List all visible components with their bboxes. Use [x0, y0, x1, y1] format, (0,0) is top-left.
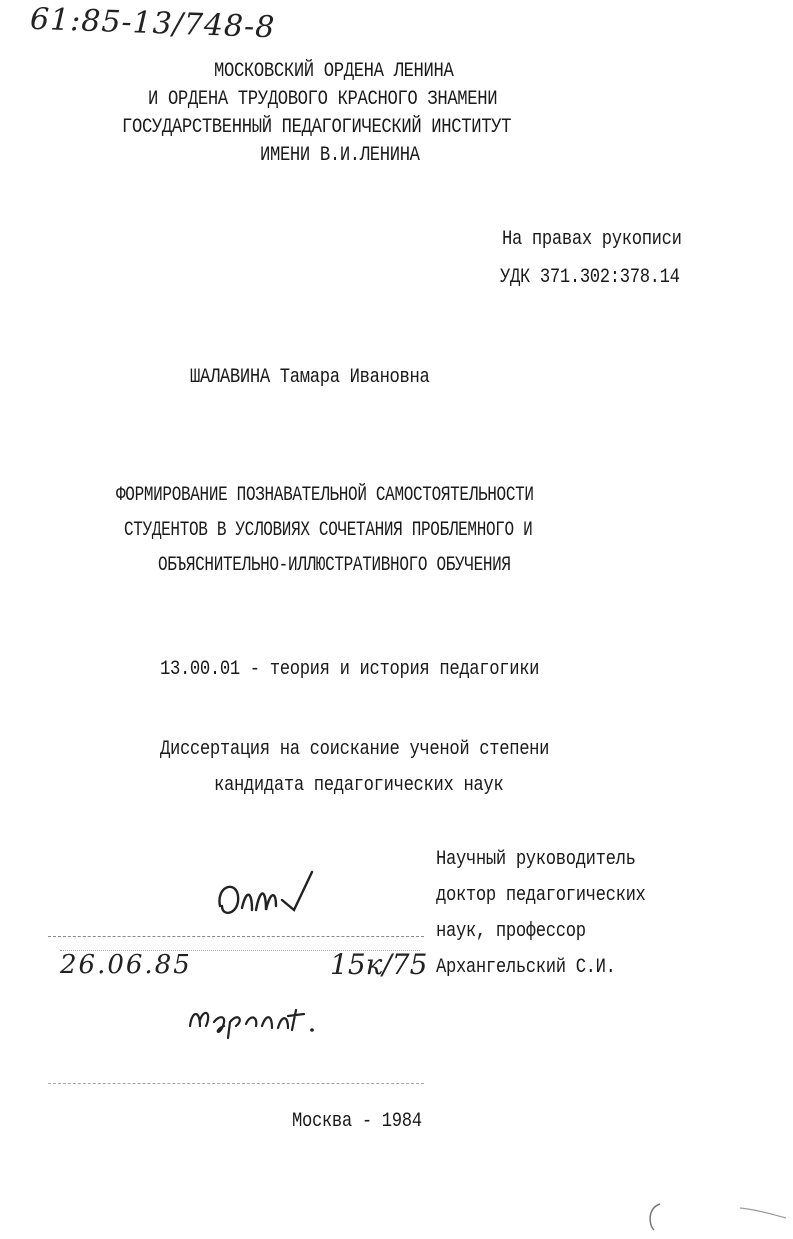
specialty-code: 13.00.01 - теория и история педагогики — [160, 658, 540, 681]
supervisor-line-1: Научный руководитель — [436, 848, 636, 871]
handwritten-note — [184, 996, 334, 1046]
institution-line-1: МОСКОВСКИЙ ОРДЕНА ЛЕНИНА — [214, 60, 454, 83]
scan-marks — [640, 1196, 790, 1236]
institution-line-3: ГОСУДАРСТВЕННЫЙ ПЕДАГОГИЧЕСКИЙ ИНСТИТУТ — [122, 116, 512, 139]
udc-code: УДК 371.302:378.14 — [500, 266, 680, 289]
institution-line-2: И ОРДЕНА ТРУДОВОГО КРАСНОГО ЗНАМЕНИ — [148, 88, 498, 111]
dissertation-title-line-3: ОБЪЯСНИТЕЛЬНО-ИЛЛЮСТРАТИВНОГО ОБУЧЕНИЯ — [158, 554, 511, 577]
degree-line-1: Диссертация на соискание ученой степени — [160, 738, 550, 761]
dissertation-title-line-2: СТУДЕНТОВ В УСЛОВИЯХ СОЧЕТАНИЯ ПРОБЛЕМНОГО И — [124, 519, 533, 542]
author-name: ШАЛАВИНА Тамара Ивановна — [190, 366, 430, 389]
institution-line-4: ИМЕНИ В.И.ЛЕНИНА — [260, 144, 420, 167]
place-and-year: Москва - 1984 — [292, 1110, 422, 1133]
dissertation-title-line-1: ФОРМИРОВАНИЕ ПОЗНАВАТЕЛЬНОЙ САМОСТОЯТЕЛЬНОСТИ — [116, 484, 534, 507]
stamp-number: 15к/75 — [330, 948, 428, 981]
stamp-date: 26.06.85 — [60, 950, 192, 980]
degree-line-2: кандидата педагогических наук — [214, 774, 504, 797]
supervisor-line-3: наук, профессор — [436, 920, 586, 943]
archive-handwritten-mark: 61:85-13/748-8 — [29, 1, 276, 46]
supervisor-line-2: доктор педагогических — [436, 884, 646, 907]
supervisor-line-4: Архангельский С.И. — [436, 956, 616, 979]
manuscript-rights-note: На правах рукописи — [502, 228, 682, 251]
handwritten-signature — [212, 866, 322, 936]
